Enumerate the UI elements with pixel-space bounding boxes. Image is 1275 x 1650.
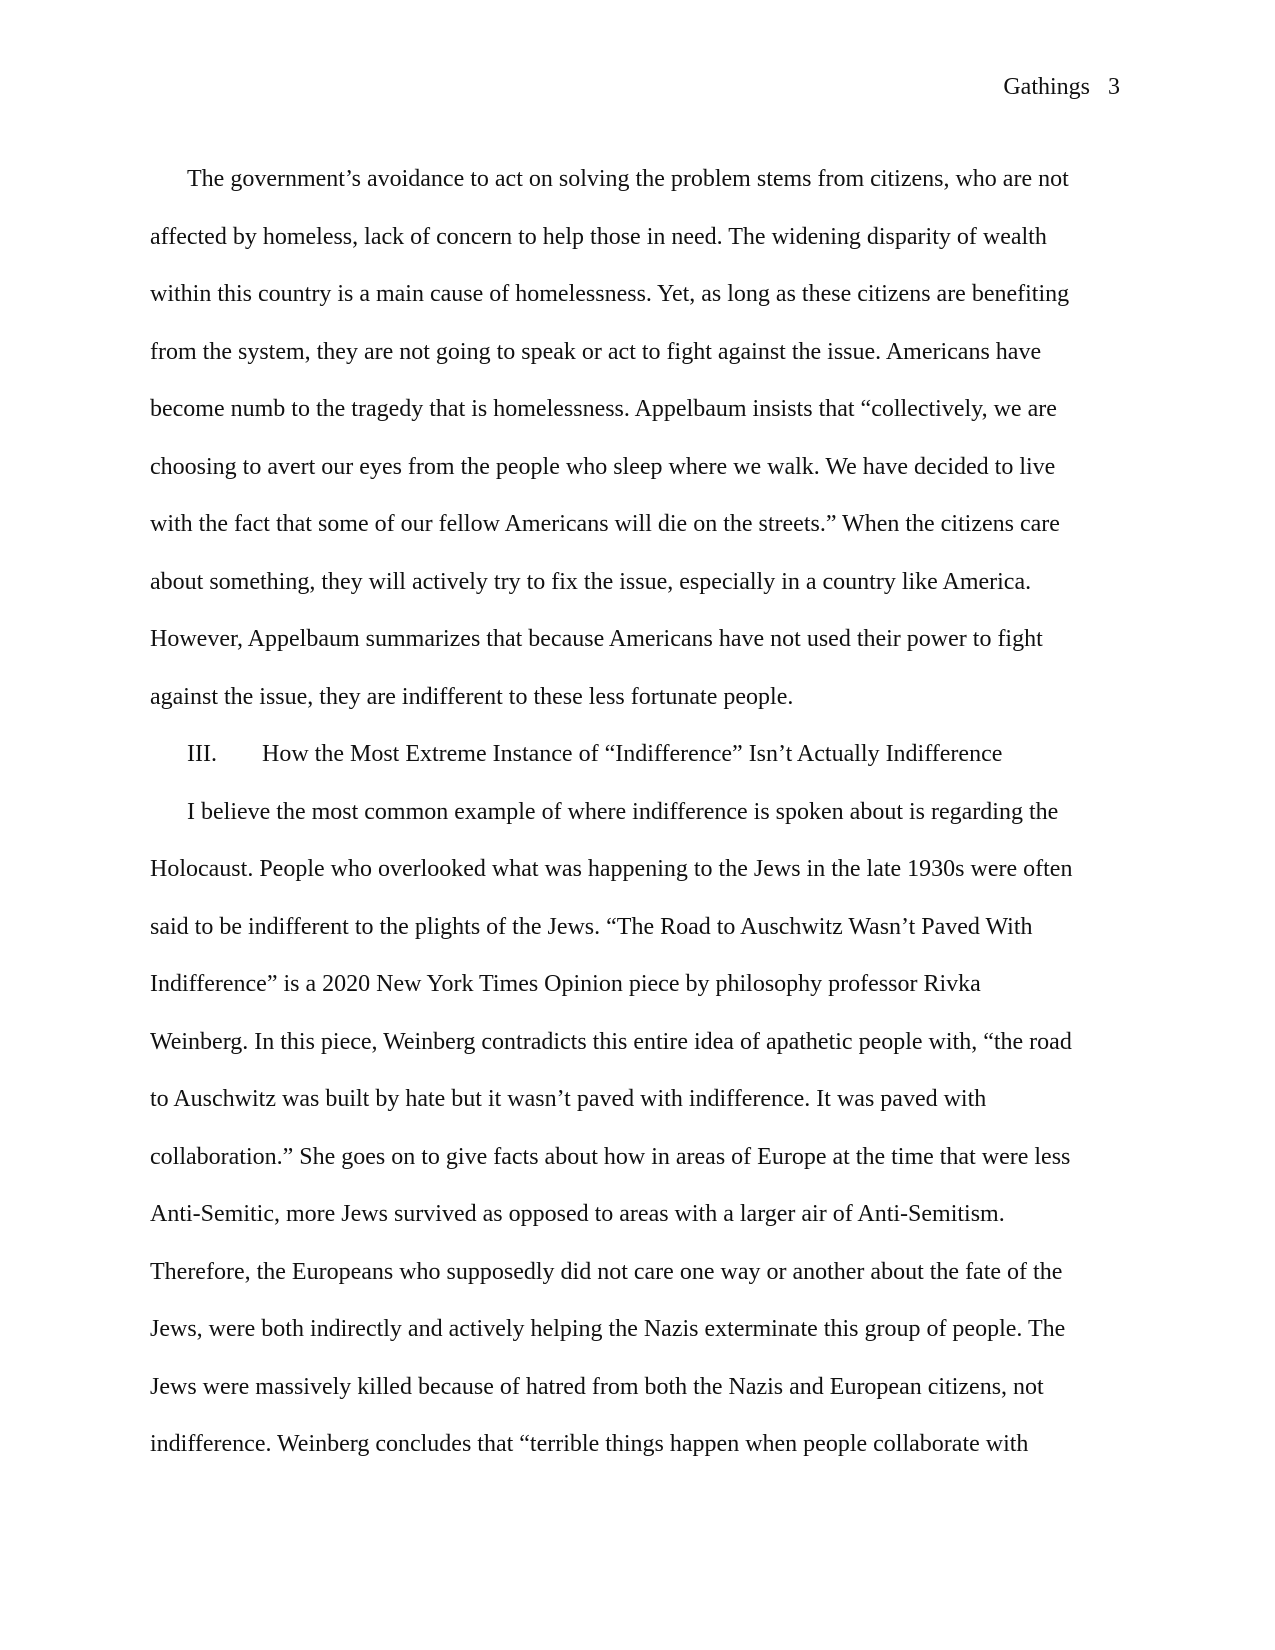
paragraph-line: The government’s avoidance to act on solving the problem stems from citizens, who are not (187, 166, 1069, 192)
paragraph-line: However, Appelbaum summarizes that because Americans have not used their power to fight (150, 626, 1043, 652)
paragraph-line: Jews, were both indirectly and actively helping the Nazis exterminate this group of people. The (150, 1316, 1066, 1342)
section-title: How the Most Extreme Instance of “Indifference” Isn’t Actually Indifference (262, 741, 1003, 767)
paragraph-line: from the system, they are not going to speak or act to fight against the issue. Americans have (150, 338, 1042, 365)
paragraph-line: affected by homeless, lack of concern to help those in need. The widening disparity of wealth (150, 223, 1047, 250)
paragraph-line: indifference. Weinberg concludes that “terrible things happen when people collaborate with (150, 1431, 1029, 1457)
page-number: 3 (1108, 74, 1120, 100)
document-body (150, 151, 1130, 1474)
paragraph-line: within this country is a main cause of homelessness. Yet, as long as these citizens are benefiting (150, 281, 1070, 307)
paragraph-line: Weinberg. In this piece, Weinberg contradicts this entire idea of apathetic people with, “the road (150, 1028, 1072, 1055)
paragraph-line: about something, they will actively try to fix the issue, especially in a country like America. (150, 568, 1032, 595)
paragraph-line: Anti-Semitic, more Jews survived as opposed to areas with a larger air of Anti-Semitism. (150, 1201, 1005, 1227)
paragraph-line: to Auschwitz was built by hate but it wasn’t paved with indifference. It was paved with (150, 1086, 987, 1112)
paragraph-line: Jews were massively killed because of hatred from both the Nazis and European citizens, not (150, 1373, 1044, 1400)
paragraph-line: Therefore, the Europeans who supposedly did not care one way or another about the fate of the (150, 1258, 1063, 1285)
paragraph-line: against the issue, they are indifferent to these less fortunate people. (150, 683, 794, 710)
paragraph-line: Indifference” is a 2020 New York Times Opinion piece by philosophy professor Rivka (150, 971, 981, 997)
paragraph-line: with the fact that some of our fellow Americans will die on the streets.” When the citizens care (150, 511, 1060, 537)
paragraph-line: collaboration.” She goes on to give facts about how in areas of Europe at the time that were less (150, 1143, 1071, 1170)
header-author: Gathings (1003, 74, 1090, 100)
section-heading (150, 726, 1130, 784)
paragraph-line: become numb to the tragedy that is homelessness. Appelbaum insists that “collectively, we are (150, 396, 1057, 422)
paragraph-line: said to be indifferent to the plights of the Jews. “The Road to Auschwitz Wasn’t Paved With (150, 913, 1033, 940)
paragraph-line: choosing to avert our eyes from the people who sleep where we walk. We have decided to live (150, 453, 1056, 480)
running-header (1003, 72, 1120, 102)
paragraph-line: I believe the most common example of where indifference is spoken about is regarding the (187, 798, 1059, 825)
section-number: III. (187, 741, 217, 767)
paragraph-line: Holocaust. People who overlooked what was happening to the Jews in the late 1930s were often (150, 856, 1073, 882)
